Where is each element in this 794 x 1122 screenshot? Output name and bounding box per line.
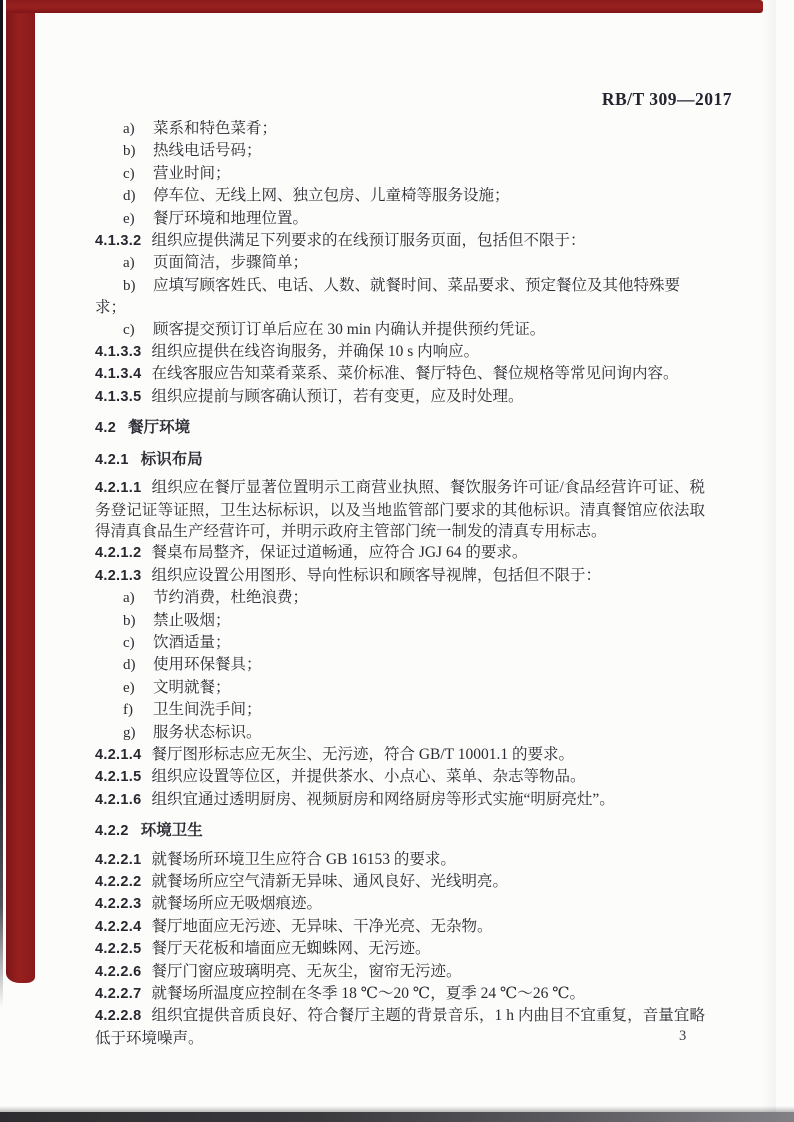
list-item	[95, 677, 705, 699]
block-text: 组织应提供满足下列要求的在线预订服务页面，包括但不限于：	[151, 232, 586, 250]
list-item	[95, 722, 705, 744]
block-text: 组织宜通过透明厨房、视频厨房和网络厨房等形式实施“明厨亮灶”。	[151, 790, 615, 808]
list-item	[95, 118, 705, 140]
block-text: 组织宜提供音质良好、符合餐厅主题的背景音乐，1 h 内曲目不宜重复，音量宜略低于环境噪声。	[95, 1007, 705, 1047]
list-marker: c)	[123, 165, 135, 182]
block-text: 就餐场所环境卫生应符合 GB 16153 的要求。	[151, 850, 456, 868]
block-text: 文明就餐；	[153, 678, 231, 696]
block-text: 餐厅门窗应玻璃明亮、无灰尘，窗帘无污迹。	[151, 962, 462, 980]
list-marker: a)	[123, 255, 135, 272]
page-number: 3	[679, 1028, 687, 1044]
scan-red-bar-top	[6, 0, 763, 13]
list-marker: a)	[123, 590, 135, 607]
clause-number: 4.2.1.3	[95, 567, 142, 584]
list-item	[95, 185, 705, 207]
standard-code-header: RB/T 309—2017	[601, 89, 732, 109]
block-text: 餐厅天花板和墙面应无蜘蛛网、无污迹。	[151, 940, 431, 958]
list-item	[95, 140, 705, 162]
clause-number: 4.2.2.6	[95, 963, 142, 980]
clause-number: 4.2.2.5	[95, 941, 142, 958]
block-text: 餐桌布局整齐，保证过道畅通，应符合 JGJ 64 的要求。	[151, 544, 528, 562]
block-text: 卫生间洗手间；	[153, 701, 262, 719]
scan-dark-band-bottom	[0, 1112, 794, 1122]
clause-paragraph	[95, 542, 705, 564]
list-marker: c)	[123, 321, 135, 338]
clause-number: 4.2.2	[95, 823, 129, 840]
block-text: 餐厅环境和地理位置。	[153, 209, 309, 227]
list-item	[95, 163, 705, 185]
clause-number: 4.2.2.7	[95, 986, 142, 1003]
clause-number: 4.2.1.5	[95, 769, 142, 786]
block-text: 环境卫生	[140, 822, 203, 840]
list-marker: g)	[123, 724, 136, 741]
clause-number: 4.2.2.8	[95, 1008, 142, 1025]
block-text: 热线电话号码；	[153, 142, 262, 160]
list-item	[95, 252, 705, 274]
clause-number: 4.2.1	[95, 451, 129, 468]
block-text: 餐厅环境	[128, 419, 191, 437]
list-marker: e)	[123, 210, 135, 227]
block-text: 禁止吸烟；	[153, 611, 231, 629]
clause-number: 4.2.2.1	[95, 851, 142, 868]
clause-number: 4.1.3.2	[95, 233, 142, 250]
list-item	[95, 632, 705, 654]
section-heading	[95, 820, 705, 842]
clause-paragraph	[95, 565, 705, 587]
list-item	[95, 699, 705, 721]
clause-paragraph	[95, 1005, 705, 1049]
clause-number: 4.2.2.4	[95, 918, 142, 935]
clause-paragraph	[95, 916, 705, 938]
block-text: 标识布局	[140, 450, 203, 468]
block-text: 就餐场所应空气清新无异味、通风良好、光线明亮。	[151, 873, 508, 890]
clause-paragraph	[95, 849, 705, 871]
scan-shade-right	[762, 0, 776, 1122]
clause-number: 4.2.2.3	[95, 896, 142, 913]
block-text: 顾客提交预订订单后应在 30 min 内确认并提供预约凭证。	[153, 320, 546, 338]
block-text: 餐厅图形标志应无灰尘、无污迹，符合 GB/T 10001.1 的要求。	[151, 745, 574, 763]
list-marker: b)	[123, 277, 136, 294]
list-item	[95, 587, 705, 609]
document-body	[95, 118, 705, 1049]
clause-number: 4.2	[95, 420, 117, 437]
list-marker: b)	[123, 143, 136, 160]
block-text: 服务状态标识。	[153, 723, 262, 741]
list-marker: c)	[123, 634, 135, 651]
clause-paragraph	[95, 386, 705, 408]
block-text: 菜系和特色菜肴；	[153, 120, 278, 137]
block-text: 组织应在餐厅显著位置明示工商营业执照、餐饮服务许可证/食品经营许可证、税务登记证等证照，卫生达标标识，以及当地监管部门要求的其他标识。清真餐馆应依法取得清真食品生产经营许可，并明示政府主管部门统一制发的清真专用标志。	[95, 479, 705, 540]
clause-number: 4.2.1.1	[95, 480, 142, 497]
clause-number: 4.1.3.5	[95, 388, 142, 405]
clause-number: 4.2.2.2	[95, 874, 142, 890]
block-text: 应填写顾客姓氏、电话、人数、就餐时间、菜品要求、预定餐位及其他特殊要求；	[95, 276, 681, 317]
clause-paragraph	[95, 766, 705, 788]
clause-number: 4.2.1.6	[95, 791, 142, 808]
block-text: 就餐场所应无吸烟痕迹。	[151, 895, 322, 913]
clause-paragraph	[95, 938, 705, 960]
list-item	[95, 319, 705, 341]
list-marker: e)	[123, 679, 135, 696]
block-text: 页面简洁，步骤简单；	[153, 254, 309, 272]
clause-paragraph	[95, 893, 705, 915]
clause-paragraph	[95, 363, 705, 385]
scan-edge-line-left	[0, 0, 3, 1008]
list-item	[95, 208, 705, 230]
list-marker: b)	[123, 612, 136, 629]
list-item	[95, 654, 705, 676]
list-marker: d)	[123, 188, 136, 205]
clause-paragraph	[95, 983, 705, 1005]
clause-paragraph	[95, 744, 705, 766]
block-text: 组织应提供在线咨询服务，并确保 10 s 内响应。	[151, 343, 480, 361]
block-text: 组织应设置等位区，并提供茶水、小点心、菜单、杂志等物品。	[151, 768, 586, 786]
list-marker: d)	[123, 657, 136, 674]
list-item	[95, 610, 705, 632]
block-text: 饮酒适量；	[153, 633, 231, 651]
block-text: 营业时间；	[153, 164, 231, 182]
clause-paragraph	[95, 230, 705, 252]
clause-number: 4.1.3.4	[95, 366, 142, 383]
list-marker: a)	[123, 121, 135, 137]
clause-paragraph	[95, 341, 705, 363]
block-text: 使用环保餐具；	[153, 656, 262, 674]
clause-number: 4.1.3.3	[95, 344, 142, 361]
section-heading	[95, 417, 705, 439]
clause-paragraph	[95, 789, 705, 811]
block-text: 就餐场所温度应控制在冬季 18 ℃～20 ℃，夏季 24 ℃～26 ℃。	[151, 985, 586, 1003]
scan-red-bar-left	[6, 0, 35, 983]
block-text: 组织应提前与顾客确认预订，若有变更，应及时处理。	[151, 387, 524, 405]
clause-paragraph	[95, 871, 705, 893]
list-item	[95, 275, 705, 319]
clause-paragraph	[95, 961, 705, 983]
clause-paragraph	[95, 477, 705, 542]
block-text: 餐厅地面应无污迹、无异味、干净光亮、无杂物。	[151, 917, 493, 935]
block-text: 在线客服应告知菜肴菜系、菜价标准、餐厅特色、餐位规格等常见问询内容。	[151, 365, 679, 383]
block-text: 节约消费，杜绝浪费；	[153, 589, 309, 607]
block-text: 停车位、无线上网、独立包房、儿童椅等服务设施；	[153, 187, 510, 205]
list-marker: f)	[123, 702, 133, 719]
section-heading	[95, 449, 705, 471]
clause-number: 4.2.1.4	[95, 746, 142, 763]
block-text: 组织应设置公用图形、导向性标识和顾客导视牌，包括但不限于：	[151, 566, 601, 584]
clause-number: 4.2.1.2	[95, 545, 142, 562]
